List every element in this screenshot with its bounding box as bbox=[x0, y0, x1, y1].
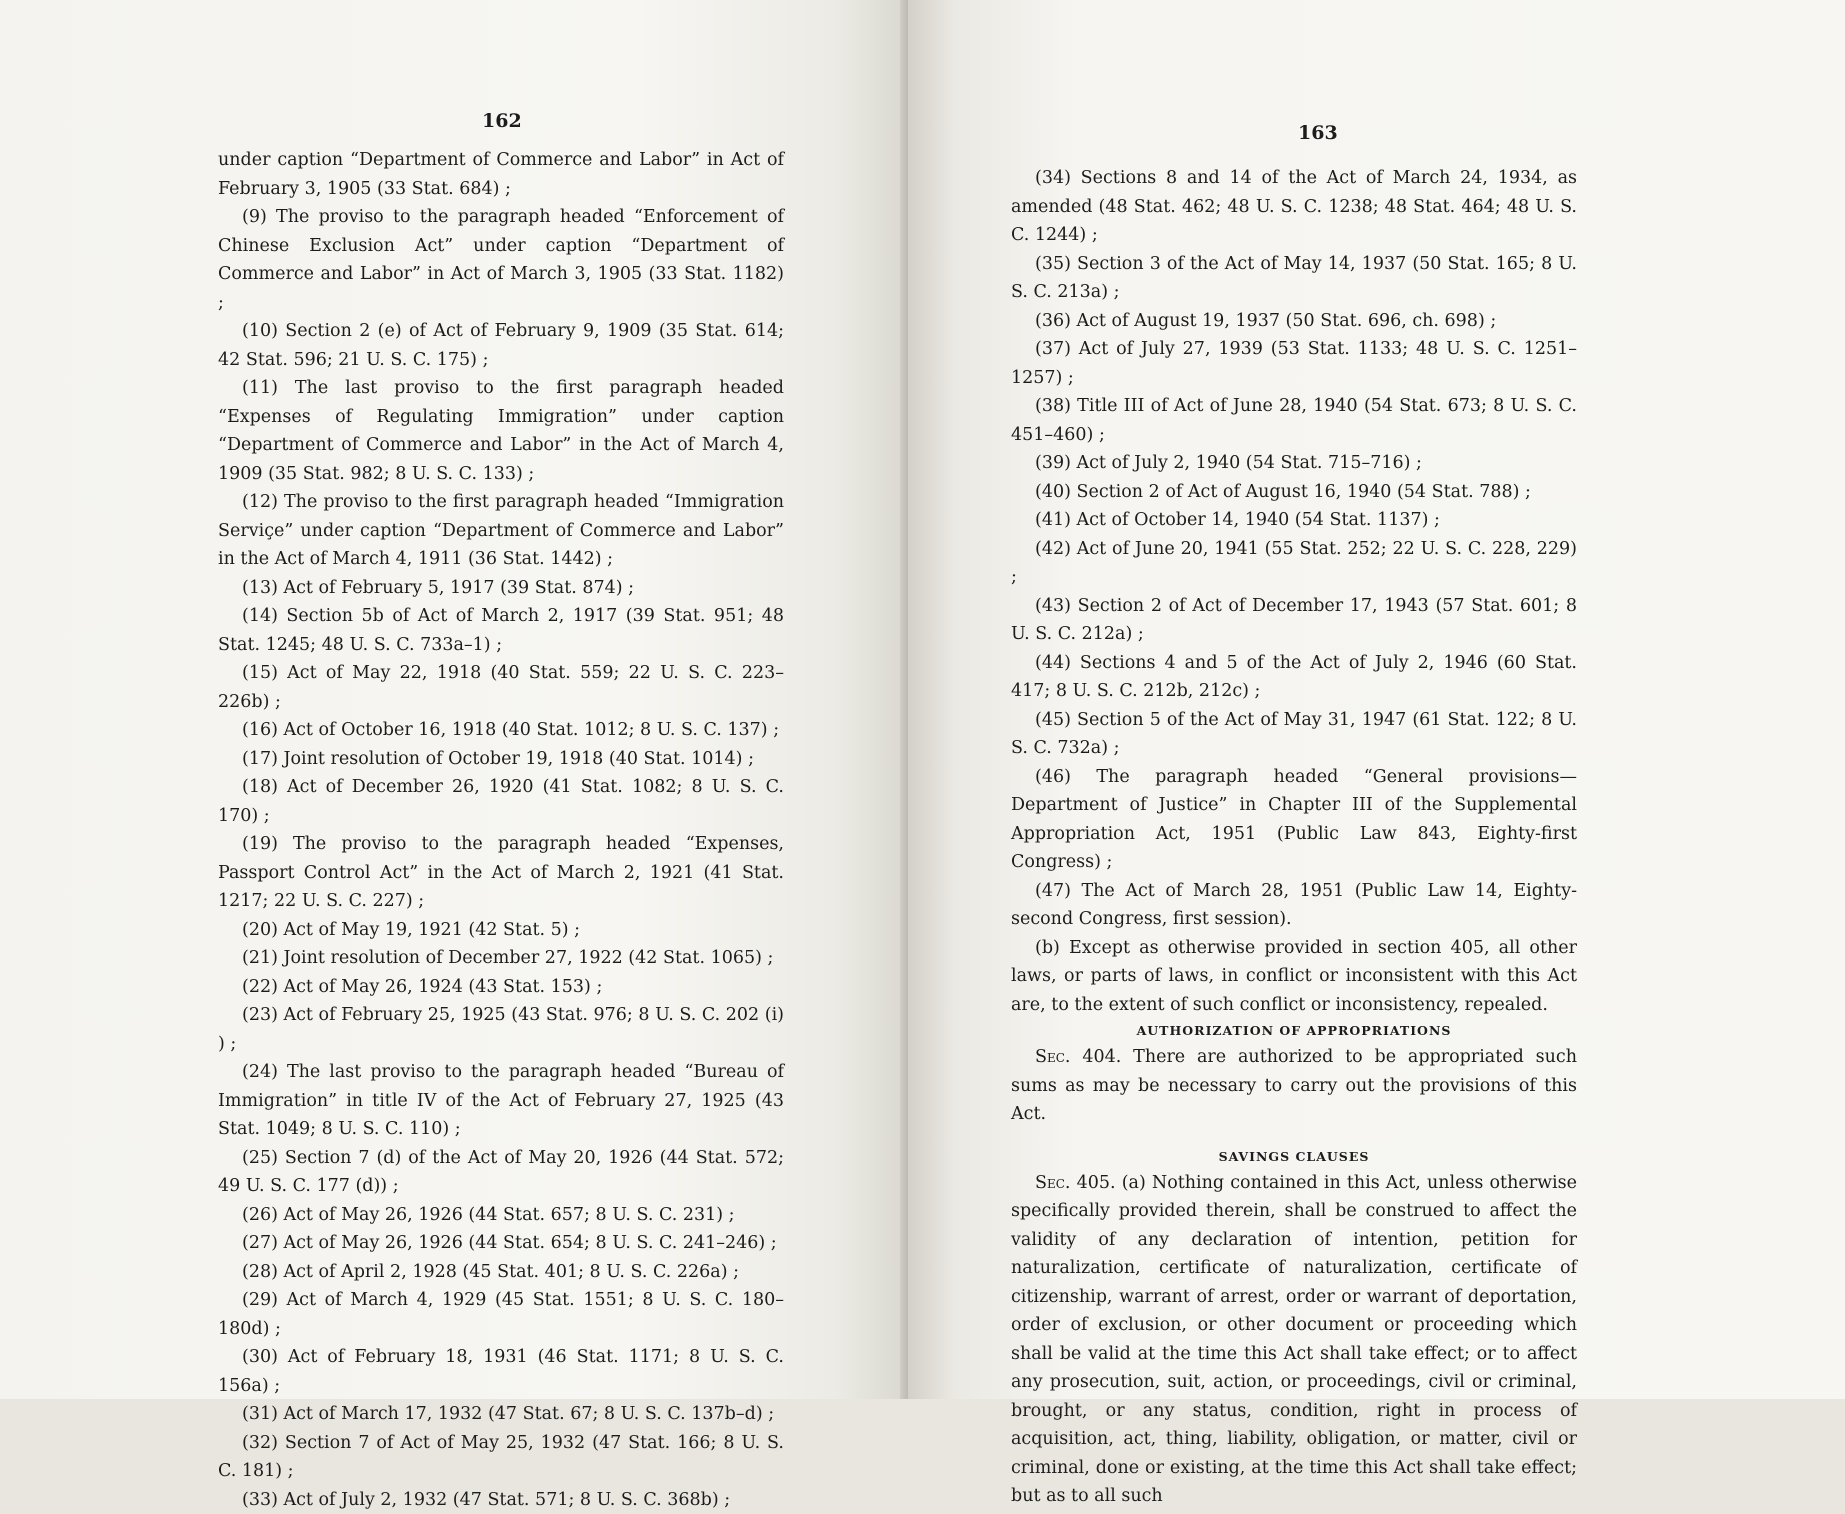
paragraph: (19) The proviso to the paragraph headed “Expenses, Passport Control Act” in the Act of March 2, 1921 (41 Stat. 1217; 22 U. S. C. 227) ; bbox=[218, 830, 784, 916]
paragraph: (43) Section 2 of Act of December 17, 1943 (57 Stat. 601; 8 U. S. C. 212a) ; bbox=[1011, 592, 1577, 649]
paragraph: (46) The paragraph headed “General provisions—Department of Justice” in Chapter III of the Supplemental Appropriation Act, 1951 (Public Law 843, Eighty-first Congress) ; bbox=[1011, 763, 1577, 877]
left-page bbox=[0, 0, 908, 1399]
section-label: Sec. 405. bbox=[1035, 1173, 1116, 1193]
paragraph: (14) Section 5b of Act of March 2, 1917 (39 Stat. 951; 48 Stat. 1245; 48 U. S. C. 733a–1) ; bbox=[218, 602, 784, 659]
right-page bbox=[908, 0, 1845, 1399]
paragraph: (20) Act of May 19, 1921 (42 Stat. 5) ; bbox=[218, 916, 784, 945]
paragraph: (15) Act of May 22, 1918 (40 Stat. 559; 22 U. S. C. 223–226b) ; bbox=[218, 659, 784, 716]
section-heading-appropriations: AUTHORIZATION OF APPROPRIATIONS bbox=[1011, 1019, 1577, 1043]
paragraph: (35) Section 3 of the Act of May 14, 1937 (50 Stat. 165; 8 U. S. C. 213a) ; bbox=[1011, 250, 1577, 307]
paragraph: (44) Sections 4 and 5 of the Act of July 2, 1946 (60 Stat. 417; 8 U. S. C. 212b, 212c) ; bbox=[1011, 649, 1577, 706]
paragraph: (9) The proviso to the paragraph headed “Enforcement of Chinese Exclusion Act” under caption “Department of Commerce and Labor” in Act of March 3, 1905 (33 Stat. 1182) ; bbox=[218, 203, 784, 317]
paragraph: (41) Act of October 14, 1940 (54 Stat. 1137) ; bbox=[1011, 506, 1577, 535]
section-404 bbox=[1011, 1043, 1577, 1129]
paragraph: (18) Act of December 26, 1920 (41 Stat. 1082; 8 U. S. C. 170) ; bbox=[218, 773, 784, 830]
paragraph: (27) Act of May 26, 1926 (44 Stat. 654; 8 U. S. C. 241–246) ; bbox=[218, 1229, 784, 1258]
paragraph: (17) Joint resolution of October 19, 1918 (40 Stat. 1014) ; bbox=[218, 745, 784, 774]
paragraph: (47) The Act of March 28, 1951 (Public Law 14, Eighty-second Congress, first session). bbox=[1011, 877, 1577, 934]
paragraph: (30) Act of February 18, 1931 (46 Stat. 1171; 8 U. S. C. 156a) ; bbox=[218, 1343, 784, 1400]
paragraph: (38) Title III of Act of June 28, 1940 (54 Stat. 673; 8 U. S. C. 451–460) ; bbox=[1011, 392, 1577, 449]
paragraph: (40) Section 2 of Act of August 16, 1940 (54 Stat. 788) ; bbox=[1011, 478, 1577, 507]
paragraph: (33) Act of July 2, 1932 (47 Stat. 571; 8 U. S. C. 368b) ; bbox=[218, 1486, 784, 1514]
section-text: There are authorized to be appropriated such sums as may be necessary to carry out the provisions of this Act. bbox=[1011, 1047, 1577, 1124]
paragraph: (22) Act of May 26, 1924 (43 Stat. 153) ; bbox=[218, 973, 784, 1002]
section-text: (a) Nothing contained in this Act, unless otherwise specifically provided therein, shall be construed to affect the validity of any declaration of intention, petition for naturalization, certificate of naturalization, certificate of citizenship, warrant of arrest, order or warrant of deportation, order of exclusion, or other document or proceeding which shall be valid at the time this Act shall take effect; or to affect any prosecution, suit, action, or proceedings, civil or criminal, brought, or any status, condition, right in process of acquisition, act, thing, liability, obligation, or matter, civil or criminal, done or existing, at the time this Act shall take effect; but as to all such bbox=[1011, 1173, 1577, 1507]
section-label: Sec. 404. bbox=[1035, 1047, 1121, 1067]
left-page-text bbox=[218, 146, 784, 1514]
page-number-right: 163 bbox=[1298, 122, 1338, 144]
paragraph: under caption “Department of Commerce and Labor” in Act of February 3, 1905 (33 Stat. 684) ; bbox=[218, 146, 784, 203]
paragraph: (25) Section 7 (d) of the Act of May 20, 1926 (44 Stat. 572; 49 U. S. C. 177 (d)) ; bbox=[218, 1144, 784, 1201]
paragraph: (36) Act of August 19, 1937 (50 Stat. 696, ch. 698) ; bbox=[1011, 307, 1577, 336]
paragraph: (42) Act of June 20, 1941 (55 Stat. 252; 22 U. S. C. 228, 229) ; bbox=[1011, 535, 1577, 592]
paragraph: (12) The proviso to the first paragraph headed “Immigration Serviçe” under caption “Department of Commerce and Labor” in the Act of March 4, 1911 (36 Stat. 1442) ; bbox=[218, 488, 784, 574]
paragraph: (34) Sections 8 and 14 of the Act of March 24, 1934, as amended (48 Stat. 462; 48 U. S. C. 1238; 48 Stat. 464; 48 U. S. C. 1244) ; bbox=[1011, 164, 1577, 250]
page-number-left: 162 bbox=[482, 110, 522, 132]
paragraph: (37) Act of July 27, 1939 (53 Stat. 1133; 48 U. S. C. 1251–1257) ; bbox=[1011, 335, 1577, 392]
paragraph: (31) Act of March 17, 1932 (47 Stat. 67; 8 U. S. C. 137b–d) ; bbox=[218, 1400, 784, 1429]
paragraph: (26) Act of May 26, 1926 (44 Stat. 657; 8 U. S. C. 231) ; bbox=[218, 1201, 784, 1230]
paragraph: (16) Act of October 16, 1918 (40 Stat. 1012; 8 U. S. C. 137) ; bbox=[218, 716, 784, 745]
paragraph: (21) Joint resolution of December 27, 1922 (42 Stat. 1065) ; bbox=[218, 944, 784, 973]
paragraph: (28) Act of April 2, 1928 (45 Stat. 401; 8 U. S. C. 226a) ; bbox=[218, 1258, 784, 1287]
paragraph: (23) Act of February 25, 1925 (43 Stat. 976; 8 U. S. C. 202 (i) ) ; bbox=[218, 1001, 784, 1058]
paragraph: (32) Section 7 of Act of May 25, 1932 (47 Stat. 166; 8 U. S. C. 181) ; bbox=[218, 1429, 784, 1486]
section-405 bbox=[1011, 1169, 1577, 1511]
paragraph: (10) Section 2 (e) of Act of February 9, 1909 (35 Stat. 614; 42 Stat. 596; 21 U. S. C. 175) ; bbox=[218, 317, 784, 374]
paragraph: (11) The last proviso to the first paragraph headed “Expenses of Regulating Immigration” under caption “Department of Commerce and Labor” in the Act of March 4, 1909 (35 Stat. 982; 8 U. S. C. 133) ; bbox=[218, 374, 784, 488]
paragraph: (b) Except as otherwise provided in section 405, all other laws, or parts of laws, in conflict or inconsistent with this Act are, to the extent of such conflict or inconsistency, repealed. bbox=[1011, 934, 1577, 1020]
right-page-text bbox=[1011, 164, 1577, 1511]
paragraph: (45) Section 5 of the Act of May 31, 1947 (61 Stat. 122; 8 U. S. C. 732a) ; bbox=[1011, 706, 1577, 763]
paragraph: (13) Act of February 5, 1917 (39 Stat. 874) ; bbox=[218, 574, 784, 603]
paragraph: (24) The last proviso to the paragraph headed “Bureau of Immigration” in title IV of the Act of February 27, 1925 (43 Stat. 1049; 8 U. S. C. 110) ; bbox=[218, 1058, 784, 1144]
paragraph: (39) Act of July 2, 1940 (54 Stat. 715–716) ; bbox=[1011, 449, 1577, 478]
paragraph: (29) Act of March 4, 1929 (45 Stat. 1551; 8 U. S. C. 180–180d) ; bbox=[218, 1286, 784, 1343]
section-heading-savings: SAVINGS CLAUSES bbox=[1011, 1145, 1577, 1169]
